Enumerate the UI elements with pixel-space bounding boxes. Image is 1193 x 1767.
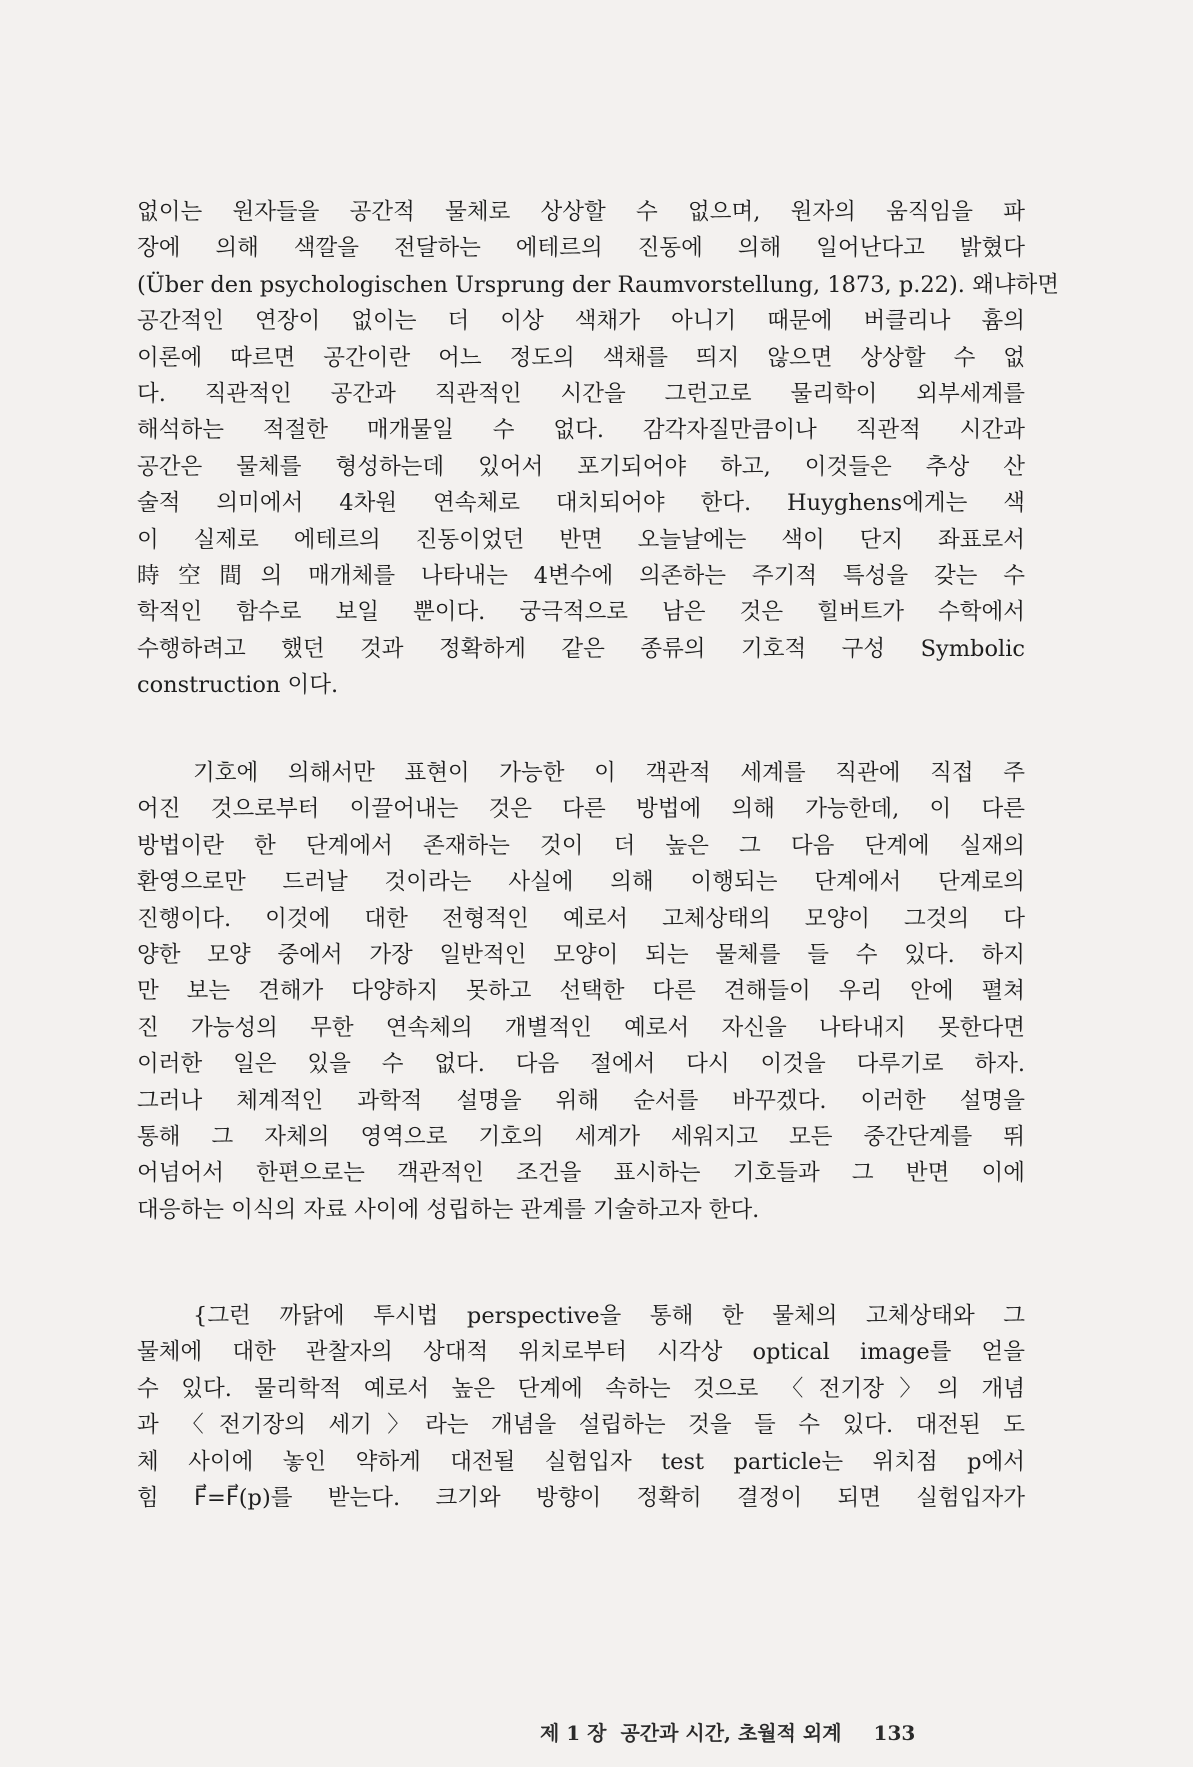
text-line: 時空間의 매개체를 나타내는 4변수에 의존하는 주기적 특성을 갖는 수 — [137, 562, 1025, 589]
paragraph-3 — [137, 1298, 1025, 1516]
text-line: 환영으로만 드러날 것이라는 사실에 의해 이행되는 단계에서 단계로의 — [137, 869, 1025, 896]
text-line: 이 실제로 에테르의 진동이었던 반면 오늘날에는 색이 단지 좌표로서 — [137, 526, 1025, 553]
paragraph-2 — [137, 755, 1025, 1228]
text-line: 공간은 물체를 형성하는데 있어서 포기되어야 하고, 이것들은 추상 산 — [137, 453, 1025, 480]
text-line: (Über den psychologischen Ursprung der Raumvorstellung, 1873, p.22). 왜냐하면 — [137, 271, 1060, 298]
text-line: 과 〈전기장의 세기〉라는 개념을 설립하는 것을 들 수 있다. 대전된 도 — [137, 1412, 1025, 1439]
text-line: 해석하는 적절한 매개물일 수 없다. 감각자질만큼이나 직관적 시간과 — [137, 417, 1025, 444]
text-line: 공간적인 연장이 없이는 더 이상 색채가 아니기 때문에 버클리나 흄의 — [137, 308, 1025, 335]
text-line: 이론에 따르면 공간이란 어느 정도의 색채를 띄지 않으면 상상할 수 없 — [137, 344, 1025, 371]
text-line: 체 사이에 놓인 약하게 대전될 실험입자 test particle는 위치점 p에서 — [137, 1448, 1025, 1475]
text-line: 통해 그 자체의 영역으로 기호의 세계가 세워지고 모든 중간단계를 뛰 — [137, 1123, 1025, 1150]
text-line: 다. 직관적인 공간과 직관적인 시간을 그런고로 물리학이 외부세계를 — [137, 380, 1025, 407]
text-line: 힘 F⃗=F⃗(p)를 받는다. 크기와 방향이 정확히 결정이 되면 실험입자가 — [137, 1484, 1025, 1511]
text-line: 수행하려고 했던 것과 정확하게 같은 종류의 기호적 구성 Symbolic — [137, 635, 1025, 662]
text-line: 진 가능성의 무한 연속체의 개별적인 예로서 자신을 나타내지 못한다면 — [137, 1014, 1025, 1041]
text-line: 이러한 일은 있을 수 없다. 다음 절에서 다시 이것을 다루기로 하자. — [137, 1051, 1025, 1078]
text-line: 만 보는 견해가 다양하지 못하고 선택한 다른 견해들이 우리 안에 펼쳐 — [137, 978, 1025, 1005]
text-line: 기호에 의해서만 표현이 가능한 이 객관적 세계를 직관에 직접 주 — [193, 760, 1025, 786]
text-line: construction 이다. — [137, 672, 339, 699]
text-line: 양한 모양 중에서 가장 일반적인 모양이 되는 물체를 들 수 있다. 하지 — [137, 941, 1025, 968]
text-line: 수 있다. 물리학적 예로서 높은 단계에 속하는 것으로 〈전기장〉의 개념 — [137, 1375, 1025, 1402]
text-line: {그런 까닭에 투시법 perspective을 통해 한 물체의 고체상태와 그 — [193, 1303, 1025, 1329]
text-line: 대응하는 이식의 자료 사이에 성립하는 관계를 기술하고자 한다. — [137, 1196, 760, 1223]
text-line: 방법이란 한 단계에서 존재하는 것이 더 높은 그 다음 단계에 실재의 — [137, 832, 1025, 859]
chapter-label: 제 1 장 — [540, 1721, 607, 1745]
paragraph-1 — [137, 194, 1060, 703]
text-line: 진행이다. 이것에 대한 전형적인 예로서 고체상태의 모양이 그것의 다 — [137, 905, 1025, 932]
chapter-title: 공간과 시간, 초월적 외계 — [620, 1721, 842, 1745]
text-line: 술적 의미에서 4차원 연속체로 대치되어야 한다. Huyghens에게는 색 — [137, 490, 1025, 517]
text-line: 어넘어서 한편으로는 객관적인 조건을 표시하는 기호들과 그 반면 이에 — [137, 1160, 1025, 1187]
text-line: 어진 것으로부터 이끌어내는 것은 다른 방법에 의해 가능한데, 이 다른 — [137, 796, 1025, 823]
page-number: 133 — [873, 1721, 916, 1745]
running-footer — [540, 1719, 1000, 1747]
text-line: 학적인 함수로 보일 뿐이다. 궁극적으로 남은 것은 힐버트가 수학에서 — [137, 599, 1025, 626]
text-line: 장에 의해 색깔을 전달하는 에테르의 진동에 의해 일어난다고 밝혔다 — [137, 235, 1025, 262]
text-line: 없이는 원자들을 공간적 물체로 상상할 수 없으며, 원자의 움직임을 파 — [137, 199, 1025, 225]
text-line: 그러나 체계적인 과학적 설명을 위해 순서를 바꾸겠다. 이러한 설명을 — [137, 1087, 1025, 1114]
text-line: 물체에 대한 관찰자의 상대적 위치로부터 시각상 optical image를 얻을 — [137, 1339, 1025, 1366]
